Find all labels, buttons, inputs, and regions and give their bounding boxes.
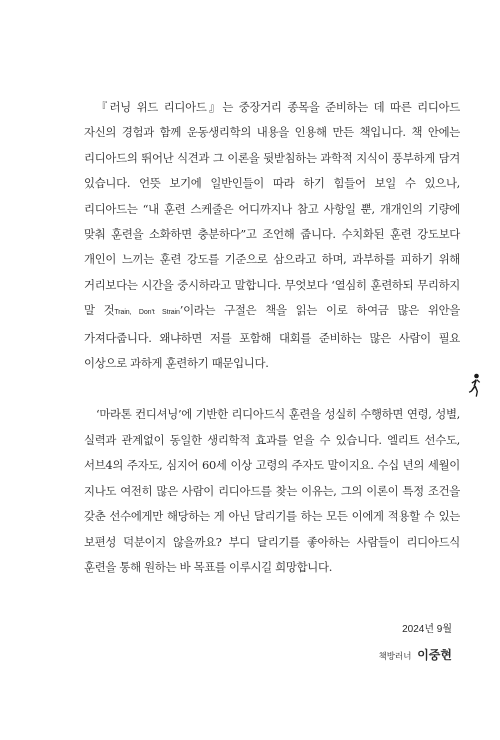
running-person-icon	[467, 373, 483, 399]
paragraph-2: ‘마라톤 컨디셔닝’에 기반한 리디아드식 훈련을 성실히 수행하면 연령, 성별, 실력과 관계없이 동일한 생리학적 효과를 얻을 수 있습니다. 엘리트 선수도, 서브4의 주자도, 심지어 60세 이상 고령의 주자도 말이지요. 수십 년의 세월이 지나도 여전히 많은 사람이 리디아드를 찾는 이유는, 그의 이론이 특정 조건을 갖춘 선수에게만 해당하는 게 아닌 달리기를 하는 모든 이에게 적용할 수 있는 보편성 덕분이지 않을까요? 부디 달리기를 좋아하는 사람들이 리디아드식 훈련을 통해 원하는 바 목표를 이루시길 희망합니다.	[84, 407, 460, 574]
signature-line	[379, 647, 452, 665]
english-phrase: Train, Don't Strain	[114, 309, 180, 317]
signature-role: 책방러너	[378, 651, 412, 661]
paragraph-1-text-after: ’이라는 구절은 책을 읽는 이로 하여금 많은 위안을 가져다줍니다. 왜냐하면 저를 포함해 대회를 준비하는 많은 사람이 필요 이상으로 과하게 훈련하기 때문입니다.	[84, 303, 460, 371]
running-person-svg	[467, 373, 483, 399]
body-text	[84, 95, 460, 580]
paragraph-1	[84, 95, 460, 376]
signature-name: 이중현	[417, 648, 452, 662]
paragraph-1-text-before: 『러닝 위드 리디아드』는 중장거리 종목을 준비하는 데 따른 리디아드 자신의 경험과 함께 운동생리학의 내용을 인용해 만든 책입니다. 책 안에는 리디아드의 뛰어난 식견과 그 이론을 뒷받침하는 과학적 지식이 풍부하게 담겨 있습니다. 언뜻 보기에 일반인들이 따라 하기 힘들어 보일 수 있으나, 리디아드는 “내 훈련 스케줄은 어디까지나 참고 사항일 뿐, 개개인의 기량에 맞춰 훈련을 소화하면 충분하다”고 조언해 줍니다. 수치화된 훈련 강도보다 개인이 느끼는 훈련 강도를 기준으로 삼으라고 하며, 과부하를 피하기 위해 거리보다는 시간을 중시하라고 말합니다. 무엇보다 ‘열심히 훈련하되 무리하지 말 것	[84, 100, 460, 318]
signature-block	[379, 622, 452, 665]
signature-date: 2024년 9월	[402, 624, 452, 635]
